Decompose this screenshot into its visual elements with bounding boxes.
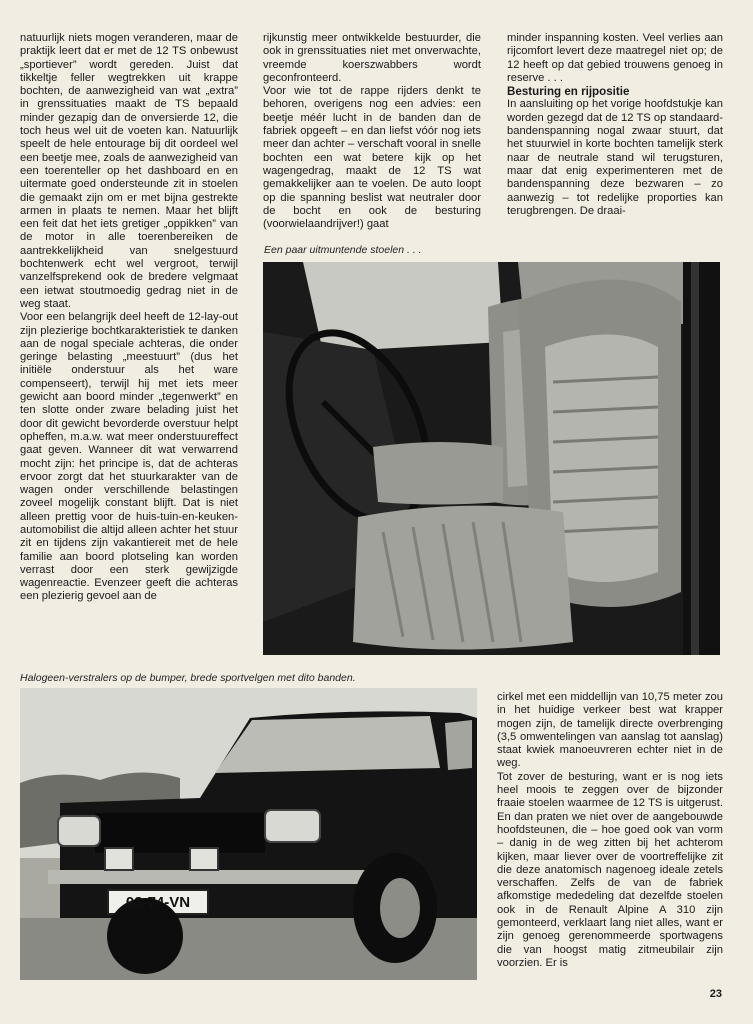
photo-caption-car: Halogeen-verstralers op de bumper, brede sportvelgen met dito banden. xyxy=(20,672,356,684)
paragraph: Voor een belangrijk deel heeft de 12-lay-out zijn plezierige bochtkarakteristiek te danken aan de nogal speciale achteras, die onder geringe belasting „meestuurt” (dus het initiële onderstuur als het ware compenseert), terwijl hij met iets meer gewicht aan boord minder „tegenwerkt” en ten slotte onder zware belading juist het door dit gewicht bevorderde overstuur helpt opheffen, m.a.w. wat meer onderstuureffect gaat geven. Wanneer dit wat verwarrend mocht zijn: het principe is, dat de achteras ervoor zorgt dat het stuurkarakter van de wagen onder verschillende belastingen zoveel mogelijk constant blijft. Dat is niet alleen prettig voor de huis-tuin-en-keuken-automobilist die altijd alleen achter het stuur zit en tijdens zijn vakantiereit met de hele familie aan boord plotseling kan worden verrast door een sterk gewijzigde wagenreactie. Evenzeer geeft die achteras een plezierig gevoel aan de xyxy=(20,311,238,603)
paragraph: minder inspanning kosten. Veel verlies aan rijcomfort levert deze maatregel niet op; de 12 heeft op dat gebied trouwens genoeg in reserve . . . xyxy=(507,32,723,84)
paragraph: cirkel met een middellijn van 10,75 meter zou in het huidige verkeer best wat krapper mogen zijn, de tamelijk directe overbrenging (3,5 omwentelingen van aanslag tot aanslag) staat kwiek manoeuvreren echter niet in de weg. xyxy=(497,691,723,770)
page-number: 23 xyxy=(709,988,722,1000)
paragraph: rijkunstig meer ontwikkelde bestuurder, die ook in grenssituaties niet met onverwachte, vreemde koerszwabbers wordt geconfronteerd. xyxy=(263,32,481,84)
paragraph: natuurlijk niets mogen veranderen, maar de praktijk leert dat er met de 12 TS onbewust „sportiever” wordt gereden. Juist dat tikkeltje feller wegtrekken uit krappe bochten, de aanwezigheid van wat „extra” in grenssituaties maakt de TS bepaald minder gezapig dan de onversierde 12, die toch heus wel uit de voeten kan. Natuurlijk speelt de hele entourage bij dit oordeel wel een beetje mee, zoals de aanwezigheid van een toerenteller op het dashboard en en uitermate goed ondersteunde zit in stoelen die gemaakt zijn om er met bijna gestrekte armen in plaats te nemen. Maar het blijft een feit dat het iets gretiger „oppikken” van de motor in alle toerenbereiken de aantrekkelijkheid van snelgestuurd bochtenwerk echt wel vergroot, terwijl vanzelfsprekend ook de bredere velgmaat een ietwat stoutmoedig gedrag niet in de weg staat. xyxy=(20,32,238,310)
text-column-3-bottom xyxy=(497,691,723,970)
paragraph: In aansluiting op het vorige hoofdstukje kan worden gezegd dat de 12 TS op standaard-bandenspanning nogal zwaar stuurt, dat het stuurwiel in korte bochten tamelijk sterk naar de neutrale stand wil terugsturen, maar dat enig experimenteren met de bandenspanning deze bezwaren – zo aanwezig – tot redelijke proporties kan terugbrengen. De draai- xyxy=(507,98,723,217)
paragraph: Voor wie tot de rappe rijders denkt te behoren, overigens nog een advies: een beetje méér lucht in de banden dan de fabriek opgeeft – en dan liefst vóór nog iets meer dan achter – verschaft vooral in snelle bochten een wat betere kijk op het wagengedrag, maakt de 12 TS wat gemakkelijker aan te voelen. De auto loopt op die spanning beslist wat neutraler door de bocht en ook de besturing (voorwielaandrijver!) gaat xyxy=(263,85,481,231)
license-plate-text: 03-74-VN xyxy=(125,894,191,911)
section-heading: Besturing en rijpositie xyxy=(507,85,630,99)
photo-caption-seats: Een paar uitmuntende stoelen . . . xyxy=(264,244,422,256)
text-column-3 xyxy=(507,32,723,218)
text-column-1 xyxy=(20,32,238,604)
text-column-2 xyxy=(263,32,481,231)
photo-car-seats xyxy=(263,262,720,655)
paragraph: Tot zover de besturing, want er is nog iets heel moois te zeggen over de bijzonder fraaie stoelen waarmee de 12 TS is uitgerust. En dan praten we niet over de aangebouwde hoofdsteunen, die – hoe goed ook van vorm – danig in de weg zitten bij het achterom kijken, maar liever over de voortreffelijke zit die deze anatomisch nagenoeg ideale zetels verschaffen. Zelfs de van de fabriek afkomstige mededeling dat dezelfde stoelen ook in de Renault Alpine A 310 zijn gemonteerd, verklaart lang niet alles, want er zijn genoeg gerenommeerde sportwagens die van hoogst matig zitmeubilair zijn voorzien. Er is xyxy=(497,770,723,969)
photo-renault-12-ts xyxy=(20,688,477,980)
